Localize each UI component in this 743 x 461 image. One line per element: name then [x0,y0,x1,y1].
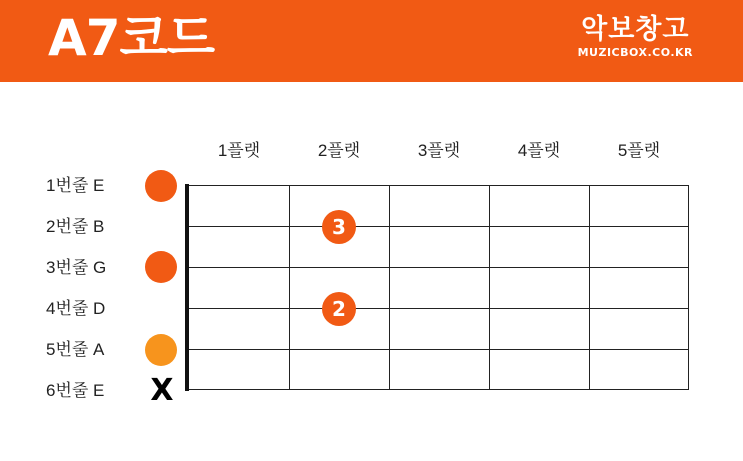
string-label-6: 6번줄 E [46,381,105,400]
fret-label-4: 4플랫 [517,141,561,160]
header-banner [0,0,743,82]
string-line-2 [189,226,689,227]
fret-label-2: 2플랫 [317,141,361,160]
chord-title: A7코드 [48,9,215,67]
fret-wire-2 [389,185,390,390]
fret-label-5: 5플랫 [617,141,661,160]
brand-name: 악보창고 [581,14,690,45]
finger-dot-string2: 3 [322,210,356,244]
fretboard [189,185,689,390]
open-string-marker-1 [145,170,177,202]
string-line-6 [189,389,689,390]
root-open-marker-5 [145,334,177,366]
string-label-2: 2번줄 B [46,217,105,236]
fret-wire-1 [289,185,290,390]
finger-dot-string4: 2 [322,292,356,326]
fret-wire-4 [589,185,590,390]
string-label-4: 4번줄 D [46,299,106,318]
string-label-1: 1번줄 E [46,176,105,195]
string-line-5 [189,349,689,350]
brand-logo [578,14,693,60]
string-label-3: 3번줄 G [46,258,107,277]
fret-wire-3 [489,185,490,390]
string-label-5: 5번줄 A [46,340,105,359]
string-line-3 [189,267,689,268]
brand-url: MUZICBOX.CO.KR [577,46,693,59]
nut [185,184,189,391]
fret-label-1: 1플랫 [217,141,261,160]
fret-label-3: 3플랫 [417,141,461,160]
muted-string-marker-6: X [150,373,174,408]
open-string-marker-3 [145,251,177,283]
string-line-4 [189,308,689,309]
